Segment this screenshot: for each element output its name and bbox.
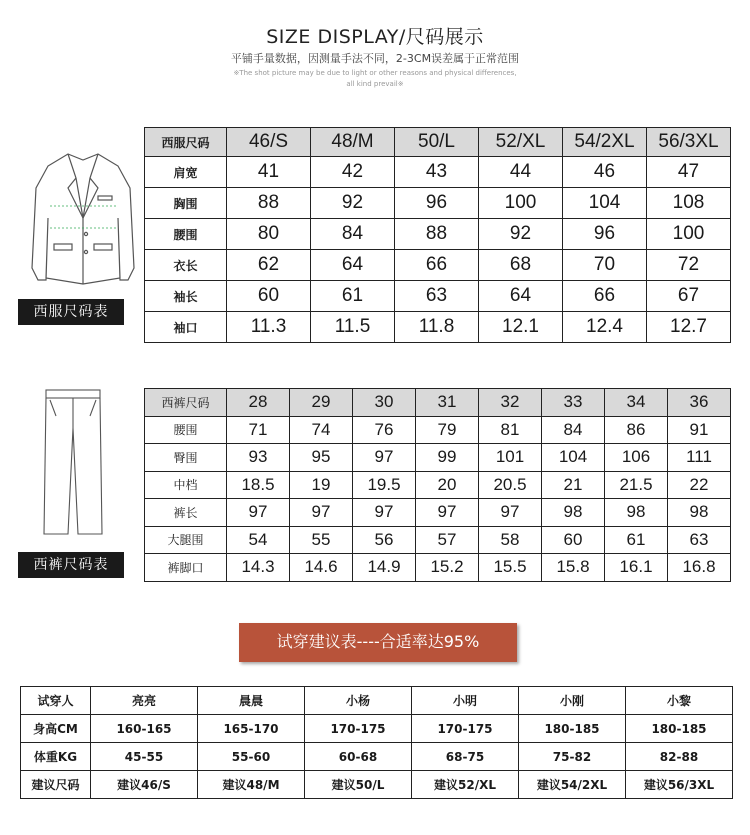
table-row xyxy=(145,471,731,499)
table-row xyxy=(21,743,733,771)
table-cell: 建议56/3XL xyxy=(626,771,733,799)
table-cell: 建议50/L xyxy=(305,771,412,799)
size-header-cell: 52/XL xyxy=(479,128,563,157)
table-row xyxy=(145,554,731,582)
table-cell: 68 xyxy=(479,250,563,281)
table-cell: 92 xyxy=(479,219,563,250)
table-cell: 60-68 xyxy=(305,743,412,771)
size-header-cell: 小黎 xyxy=(626,687,733,715)
row-label-cell: 体重KG xyxy=(21,743,91,771)
suit-size-table xyxy=(144,127,731,343)
table-cell: 12.7 xyxy=(647,312,731,343)
table-cell: 68-75 xyxy=(412,743,519,771)
table-cell: 建议46/S xyxy=(91,771,198,799)
table-cell: 160-165 xyxy=(91,715,198,743)
table-cell: 84 xyxy=(542,416,605,444)
table-cell: 15.5 xyxy=(479,554,542,582)
table-cell: 16.1 xyxy=(605,554,668,582)
table-cell: 42 xyxy=(311,157,395,188)
table-cell: 15.2 xyxy=(416,554,479,582)
table-cell: 98 xyxy=(605,499,668,527)
table-row xyxy=(145,499,731,527)
table-cell: 11.8 xyxy=(395,312,479,343)
row-label-cell: 腰围 xyxy=(145,416,227,444)
table-cell: 74 xyxy=(290,416,353,444)
row-label-cell: 衣长 xyxy=(145,250,227,281)
size-header-cell: 50/L xyxy=(395,128,479,157)
table-cell: 101 xyxy=(479,444,542,472)
disclaimer-line-2: all kind prevail※ xyxy=(346,80,404,88)
table-cell: 104 xyxy=(563,188,647,219)
table-cell: 88 xyxy=(395,219,479,250)
table-cell: 99 xyxy=(416,444,479,472)
table-cell: 建议52/XL xyxy=(412,771,519,799)
pants-size-table xyxy=(144,388,731,582)
table-cell: 64 xyxy=(479,281,563,312)
table-cell: 43 xyxy=(395,157,479,188)
size-header-cell: 33 xyxy=(542,389,605,417)
table-cell: 170-175 xyxy=(305,715,412,743)
table-row xyxy=(145,250,731,281)
table-cell: 84 xyxy=(311,219,395,250)
table-cell: 41 xyxy=(227,157,311,188)
table-cell: 21 xyxy=(542,471,605,499)
table-cell: 91 xyxy=(668,416,731,444)
row-label-cell: 中档 xyxy=(145,471,227,499)
size-header-cell: 36 xyxy=(668,389,731,417)
table-header-row xyxy=(145,389,731,417)
table-cell: 80 xyxy=(227,219,311,250)
table-row xyxy=(21,715,733,743)
table-cell: 58 xyxy=(479,526,542,554)
table-cell: 14.3 xyxy=(227,554,290,582)
table-cell: 165-170 xyxy=(198,715,305,743)
table-cell: 96 xyxy=(563,219,647,250)
table-cell: 92 xyxy=(311,188,395,219)
table-cell: 170-175 xyxy=(412,715,519,743)
table-header-row xyxy=(145,128,731,157)
table-cell: 67 xyxy=(647,281,731,312)
table-cell: 61 xyxy=(311,281,395,312)
size-header-cell: 31 xyxy=(416,389,479,417)
table-row xyxy=(145,312,731,343)
table-cell: 95 xyxy=(290,444,353,472)
table-cell: 11.5 xyxy=(311,312,395,343)
table-corner-cell: 试穿人 xyxy=(21,687,91,715)
trousers-icon xyxy=(42,388,104,538)
table-cell: 180-185 xyxy=(519,715,626,743)
table-cell: 98 xyxy=(542,499,605,527)
size-header-cell: 56/3XL xyxy=(647,128,731,157)
table-cell: 建议48/M xyxy=(198,771,305,799)
table-cell: 111 xyxy=(668,444,731,472)
row-label-cell: 大腿围 xyxy=(145,526,227,554)
table-row xyxy=(145,188,731,219)
table-cell: 82-88 xyxy=(626,743,733,771)
table-cell: 55 xyxy=(290,526,353,554)
table-row xyxy=(145,444,731,472)
size-header-cell: 34 xyxy=(605,389,668,417)
table-cell: 76 xyxy=(353,416,416,444)
row-label-cell: 肩宽 xyxy=(145,157,227,188)
table-cell: 106 xyxy=(605,444,668,472)
table-cell: 14.6 xyxy=(290,554,353,582)
table-cell: 44 xyxy=(479,157,563,188)
table-cell: 57 xyxy=(416,526,479,554)
table-cell: 98 xyxy=(668,499,731,527)
table-cell: 63 xyxy=(668,526,731,554)
table-cell: 建议54/2XL xyxy=(519,771,626,799)
table-cell: 63 xyxy=(395,281,479,312)
table-row xyxy=(145,219,731,250)
row-label-cell: 身高CM xyxy=(21,715,91,743)
row-label-cell: 裤长 xyxy=(145,499,227,527)
table-cell: 100 xyxy=(647,219,731,250)
table-cell: 75-82 xyxy=(519,743,626,771)
size-header-cell: 晨晨 xyxy=(198,687,305,715)
table-cell: 180-185 xyxy=(626,715,733,743)
table-cell: 97 xyxy=(290,499,353,527)
size-header-cell: 亮亮 xyxy=(91,687,198,715)
table-cell: 47 xyxy=(647,157,731,188)
size-header-cell: 小杨 xyxy=(305,687,412,715)
size-header-cell: 30 xyxy=(353,389,416,417)
size-header-cell: 46/S xyxy=(227,128,311,157)
size-header-cell: 小刚 xyxy=(519,687,626,715)
table-cell: 19.5 xyxy=(353,471,416,499)
table-cell: 96 xyxy=(395,188,479,219)
row-label-cell: 袖口 xyxy=(145,312,227,343)
table-cell: 64 xyxy=(311,250,395,281)
size-header-cell: 小明 xyxy=(412,687,519,715)
table-cell: 93 xyxy=(227,444,290,472)
table-cell: 86 xyxy=(605,416,668,444)
table-cell: 45-55 xyxy=(91,743,198,771)
table-cell: 66 xyxy=(563,281,647,312)
table-row xyxy=(145,526,731,554)
size-header-cell: 48/M xyxy=(311,128,395,157)
table-cell: 15.8 xyxy=(542,554,605,582)
table-cell: 18.5 xyxy=(227,471,290,499)
table-row xyxy=(145,281,731,312)
table-cell: 60 xyxy=(542,526,605,554)
table-cell: 56 xyxy=(353,526,416,554)
table-cell: 104 xyxy=(542,444,605,472)
table-cell: 55-60 xyxy=(198,743,305,771)
table-header-row xyxy=(21,687,733,715)
table-cell: 61 xyxy=(605,526,668,554)
table-cell: 14.9 xyxy=(353,554,416,582)
table-cell: 71 xyxy=(227,416,290,444)
disclaimer-line-1: ※The shot picture may be due to light or other reasons and physical differences, xyxy=(233,69,517,77)
suit-size-label: 西服尺码表 xyxy=(18,299,124,325)
row-label-cell: 裤脚口 xyxy=(145,554,227,582)
row-label-cell: 建议尺码 xyxy=(21,771,91,799)
table-cell: 20.5 xyxy=(479,471,542,499)
table-cell: 72 xyxy=(647,250,731,281)
table-cell: 88 xyxy=(227,188,311,219)
table-cell: 54 xyxy=(227,526,290,554)
table-row xyxy=(145,416,731,444)
table-cell: 97 xyxy=(353,499,416,527)
row-label-cell: 袖长 xyxy=(145,281,227,312)
table-cell: 97 xyxy=(479,499,542,527)
table-row xyxy=(21,771,733,799)
fit-suggestion-table xyxy=(20,686,733,799)
row-label-cell: 胸围 xyxy=(145,188,227,219)
disclaimer-note xyxy=(0,68,750,90)
table-cell: 97 xyxy=(416,499,479,527)
table-cell: 60 xyxy=(227,281,311,312)
table-cell: 66 xyxy=(395,250,479,281)
size-header-cell: 29 xyxy=(290,389,353,417)
table-cell: 108 xyxy=(647,188,731,219)
row-label-cell: 臀围 xyxy=(145,444,227,472)
size-header-cell: 54/2XL xyxy=(563,128,647,157)
table-cell: 62 xyxy=(227,250,311,281)
table-cell: 70 xyxy=(563,250,647,281)
table-cell: 46 xyxy=(563,157,647,188)
measurement-note: 平铺手量数据，因测量手法不同，2-3CM误差属于正常范围 xyxy=(230,52,520,65)
table-cell: 21.5 xyxy=(605,471,668,499)
table-row xyxy=(145,157,731,188)
size-header-cell: 28 xyxy=(227,389,290,417)
table-cell: 19 xyxy=(290,471,353,499)
table-cell: 22 xyxy=(668,471,731,499)
table-cell: 12.4 xyxy=(563,312,647,343)
table-cell: 20 xyxy=(416,471,479,499)
table-cell: 81 xyxy=(479,416,542,444)
size-header-cell: 32 xyxy=(479,389,542,417)
page-title: SIZE DISPLAY/尺码展示 xyxy=(266,26,484,48)
row-label-cell: 腰围 xyxy=(145,219,227,250)
table-cell: 79 xyxy=(416,416,479,444)
table-cell: 97 xyxy=(227,499,290,527)
pants-size-label: 西裤尺码表 xyxy=(18,552,124,578)
table-cell: 97 xyxy=(353,444,416,472)
table-cell: 12.1 xyxy=(479,312,563,343)
table-corner-cell: 西裤尺码 xyxy=(145,389,227,417)
suit-jacket-icon xyxy=(28,148,138,298)
table-cell: 100 xyxy=(479,188,563,219)
table-corner-cell: 西服尺码 xyxy=(145,128,227,157)
fit-suggestion-banner: 试穿建议表----合适率达95% xyxy=(239,623,517,662)
table-cell: 16.8 xyxy=(668,554,731,582)
table-cell: 11.3 xyxy=(227,312,311,343)
